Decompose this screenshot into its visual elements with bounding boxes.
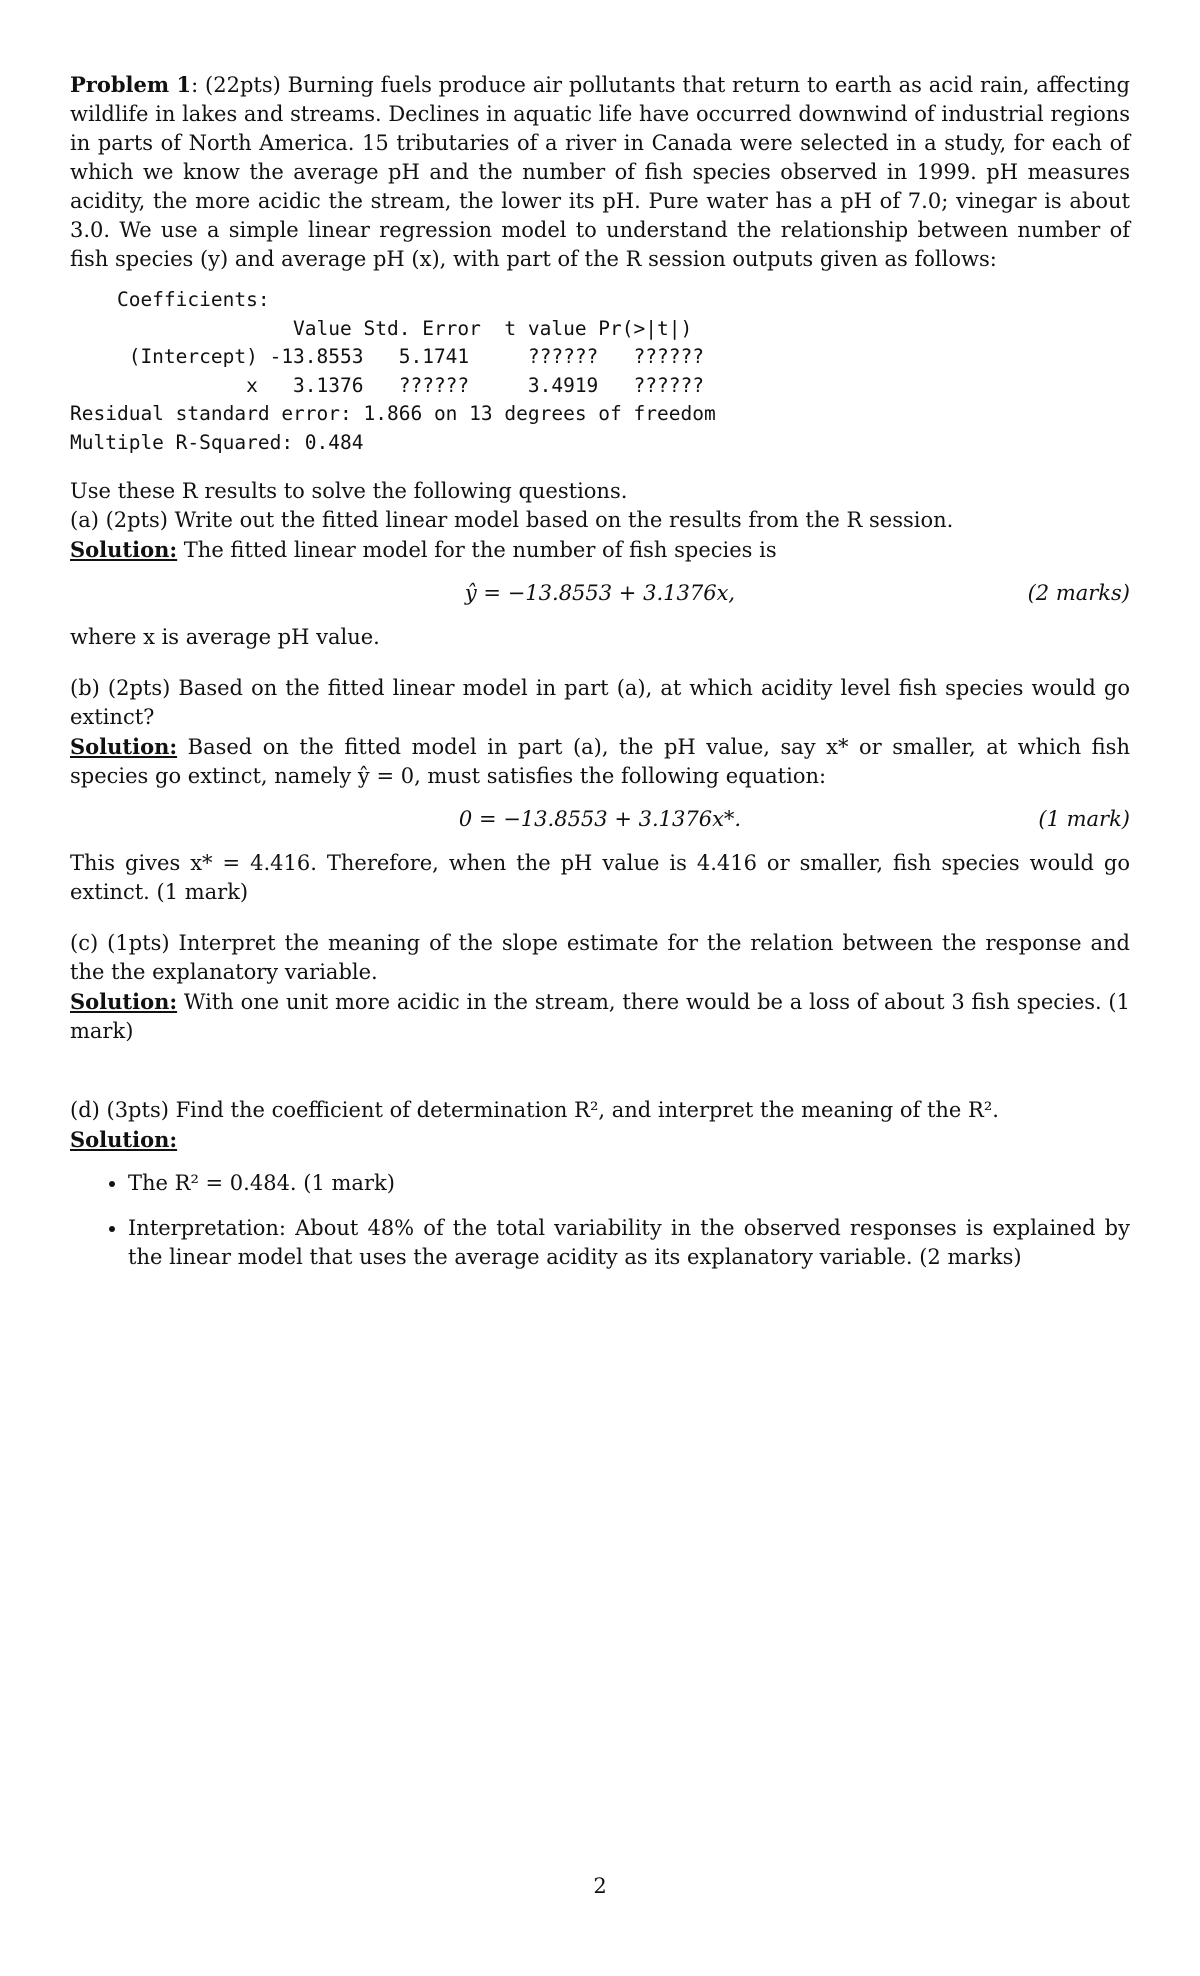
page-number: 2 [593, 1874, 607, 1898]
problem-title: Problem 1 [70, 72, 192, 97]
document-page [70, 70, 1130, 1288]
part-a-solution [70, 535, 1130, 565]
part-d-solution-label: Solution: [70, 1127, 178, 1152]
part-b-question: (b) (2pts) Based on the fitted linear model in part (a), at which acidity level fish species would go extinct? [70, 676, 1130, 729]
part-b-solution-label: Solution: [70, 734, 178, 759]
part-a-equation: ŷ = −13.8553 + 3.1376x, [464, 581, 736, 605]
part-a-solution-text: The fitted linear model for the number of fish species is [177, 538, 777, 562]
part-d-bullet: • The R² = 0.484. (1 mark) [128, 1169, 1130, 1198]
part-d-bullet: • Interpretation: About 48% of the total variability in the observed responses is explained by the linear model that uses the average acidity as its explanatory variable. (2 marks) [128, 1214, 1130, 1272]
part-d-bullet-list [70, 1169, 1130, 1272]
part-b-equation: 0 = −13.8553 + 3.1376x*. [458, 807, 742, 831]
part-a-question: (a) (2pts) Write out the fitted linear model based on the results from the R session. [70, 508, 954, 532]
r-residual-line: Residual standard error: 1.866 on 13 degrees of freedom [70, 402, 716, 425]
part-d-solution [70, 1125, 1130, 1155]
part-b-marks: (1 mark) [1038, 807, 1130, 831]
problem-points: : (22pts) [191, 73, 288, 97]
problem-statement [70, 70, 1130, 274]
part-b-solution [70, 732, 1130, 791]
r-coefficients-label: Coefficients: [70, 288, 270, 311]
part-c-solution [70, 987, 1130, 1046]
r-row-x: x 3.1376 ?????? 3.4919 ?????? [70, 373, 704, 397]
part-b-solution-text: Based on the fitted model in part (a), the pH value, say x* or smaller, at which fish species go extinct, namely ŷ = 0, must satisfies the following equation: [70, 735, 1130, 788]
part-c-solution-text: With one unit more acidic in the stream, there would be a loss of about 3 fish species. (1 mark) [70, 990, 1130, 1043]
part-b-equation-row [70, 805, 1130, 837]
r-table-header: Value Std. Error t value Pr(>|t|) [70, 316, 693, 340]
part-a-solution-label: Solution: [70, 537, 178, 562]
part-a-after: where x is average pH value. [70, 625, 380, 649]
part-a-marks: (2 marks) [1027, 581, 1130, 605]
r-output-block [70, 286, 1130, 457]
problem-intro: Burning fuels produce air pollutants that return to earth as acid rain, affecting wildlife in lakes and streams. Declines in aquatic life have occurred downwind of industrial regions in parts of North America. 15 tributaries of a river in Canada were selected in a study, for each of which we know the average pH and the number of fish species observed in 1999. pH measures acidity, the more acidic the stream, the lower its pH. Pure water has a pH of 7.0; vinegar is about 3.0. We use a simple linear regression model to understand the relationship between number of fish species (y) and average pH (x), with part of the R session outputs given as follows: [70, 73, 1131, 271]
use-results-text: Use these R results to solve the following questions. [70, 479, 628, 503]
part-c-question: (c) (1pts) Interpret the meaning of the slope estimate for the relation between the response and the the explanatory variable. [70, 931, 1130, 984]
part-d-question: (d) (3pts) Find the coefficient of determination R², and interpret the meaning of the R². [70, 1098, 999, 1122]
part-b-after: This gives x* = 4.416. Therefore, when the pH value is 4.416 or smaller, fish species would go extinct. (1 mark) [70, 851, 1130, 904]
r-row-intercept: (Intercept) -13.8553 5.1741 ?????? ?????? [70, 345, 704, 368]
part-c-solution-label: Solution: [70, 989, 178, 1014]
part-a-equation-row [70, 579, 1130, 611]
r-rsquared-line: Multiple R-Squared: 0.484 [70, 430, 364, 454]
